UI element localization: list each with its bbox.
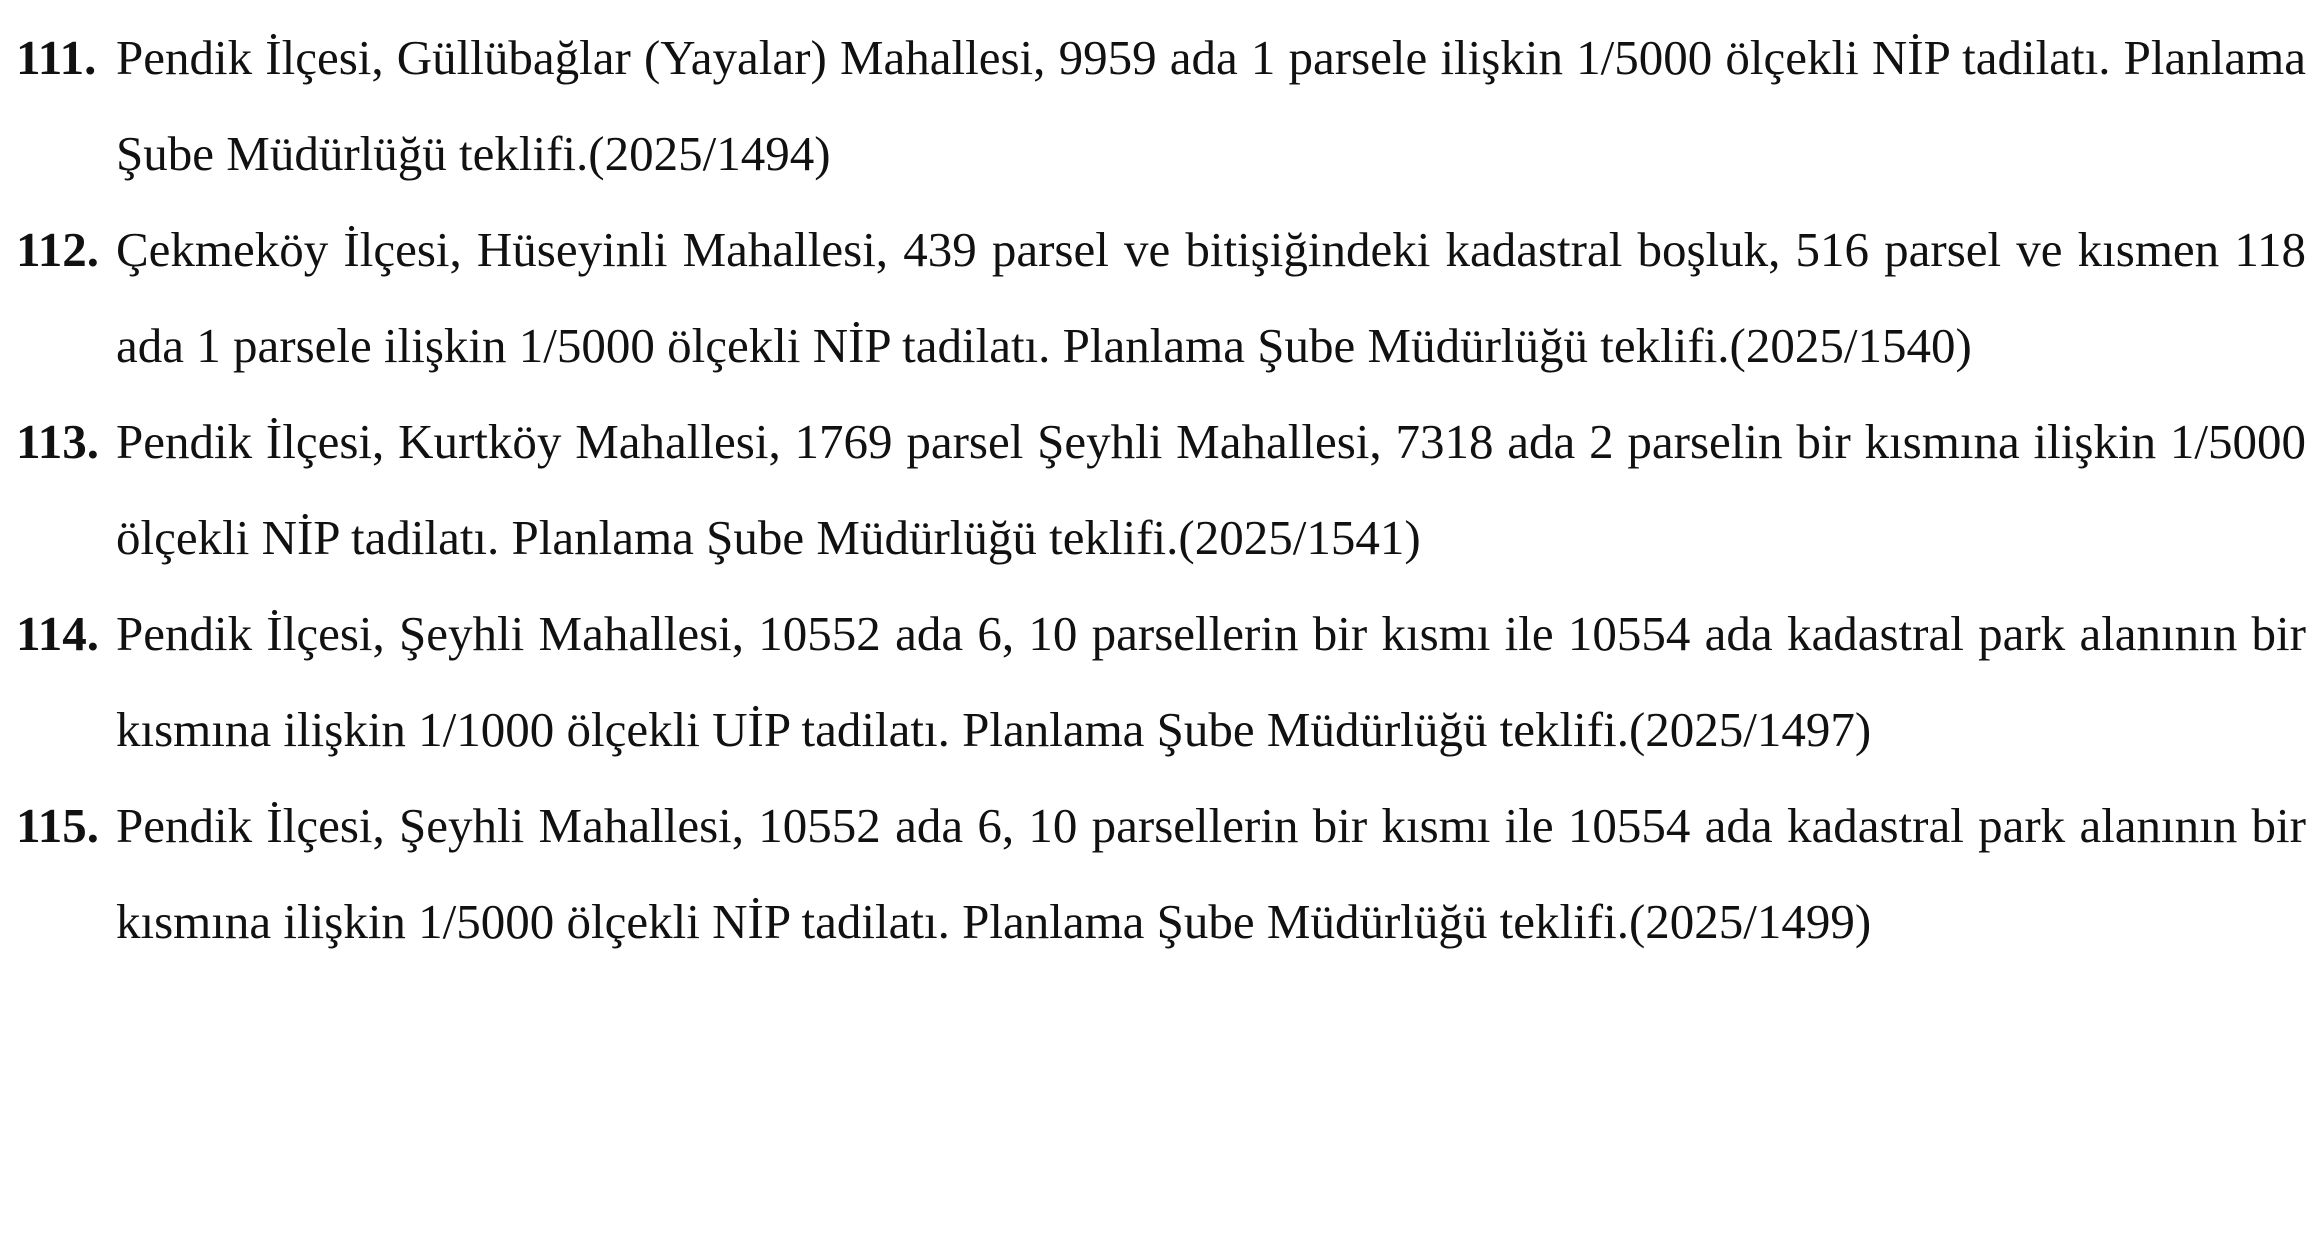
item-text: Pendik İlçesi, Kurtköy Mahallesi, 1769 parsel Şeyhli Mahallesi, 7318 ada 2 parselin bir kısmına ilişkin 1/5000 ölçekli NİP tadilatı. Planlama Şube Müdürlüğü teklifi.(2025/1541) xyxy=(116,414,2306,565)
item-number: 114. xyxy=(16,606,100,661)
item-text: Pendik İlçesi, Şeyhli Mahallesi, 10552 ada 6, 10 parsellerin bir kısmı ile 10554 ada kadastral park alanının bir kısmına ilişkin 1/1000 ölçekli UİP tadilatı. Planlama Şube Müdürlüğü teklifi.(2025/1497) xyxy=(116,606,2306,757)
item-text: Pendik İlçesi, Güllübağlar (Yayalar) Mahallesi, 9959 ada 1 parsele ilişkin 1/5000 ölçekli NİP tadilatı. Planlama Şube Müdürlüğü teklifi.(2025/1494) xyxy=(116,30,2306,181)
agenda-item-115 xyxy=(16,778,2306,970)
item-number: 112. xyxy=(16,222,100,277)
agenda-item-112 xyxy=(16,202,2306,394)
agenda-list xyxy=(16,10,2306,970)
agenda-item-113 xyxy=(16,394,2306,586)
item-number: 113. xyxy=(16,414,100,469)
item-text: Pendik İlçesi, Şeyhli Mahallesi, 10552 ada 6, 10 parsellerin bir kısmı ile 10554 ada kadastral park alanının bir kısmına ilişkin 1/5000 ölçekli NİP tadilatı. Planlama Şube Müdürlüğü teklifi.(2025/1499) xyxy=(116,798,2306,949)
agenda-item-111 xyxy=(16,10,2306,202)
item-number: 111. xyxy=(16,30,97,85)
agenda-item-114 xyxy=(16,586,2306,778)
item-text: Çekmeköy İlçesi, Hüseyinli Mahallesi, 439 parsel ve bitişiğindeki kadastral boşluk, 516 parsel ve kısmen 118 ada 1 parsele ilişkin 1/5000 ölçekli NİP tadilatı. Planlama Şube Müdürlüğü teklifi.(2025/1540) xyxy=(116,222,2306,373)
item-number: 115. xyxy=(16,798,100,853)
